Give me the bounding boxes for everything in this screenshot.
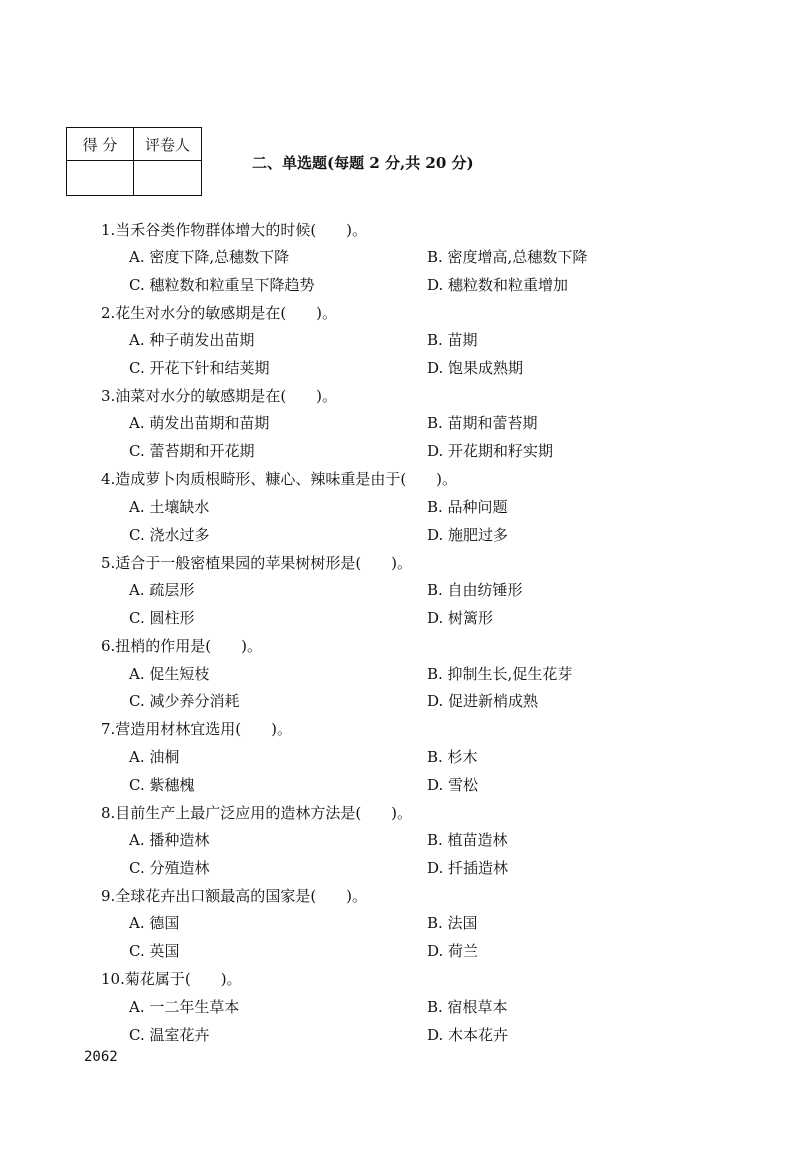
option-a: A. 油桐	[129, 748, 180, 766]
option-d: D. 木本花卉	[427, 1026, 509, 1044]
question-stem: 8.目前生产上最广泛应用的造林方法是( )。	[101, 804, 413, 822]
option-c: C. 圆柱形	[129, 609, 195, 627]
section-title: 二、单选题(每题 2 分,共 20 分)	[252, 154, 474, 172]
option-c: C. 英国	[129, 942, 180, 960]
option-b: B. 杉木	[427, 748, 478, 766]
option-d: D. 促进新梢成熟	[427, 692, 539, 710]
question-stem: 3.油菜对水分的敏感期是在( )。	[101, 387, 338, 405]
option-a: A. 德国	[129, 914, 180, 932]
option-b: B. 宿根草本	[427, 998, 508, 1016]
option-a: A. 促生短枝	[129, 665, 210, 683]
option-d: D. 施肥过多	[427, 526, 509, 544]
question-stem: 9.全球花卉出口额最高的国家是( )。	[101, 887, 368, 905]
option-d: D. 扦插造林	[427, 859, 509, 877]
option-c: C. 分殖造林	[129, 859, 210, 877]
question-stem: 4.造成萝卜肉质根畸形、糠心、辣味重是由于( )。	[101, 470, 458, 488]
option-b: B. 密度增高,总穗数下降	[427, 248, 588, 266]
option-b: B. 自由纺锤形	[427, 581, 523, 599]
option-b: B. 法国	[427, 914, 478, 932]
option-b: B. 品种问题	[427, 498, 508, 516]
score-label: 得 分	[67, 128, 134, 161]
option-c: C. 开花下针和结荚期	[129, 359, 270, 377]
page-number: 2062	[84, 1049, 118, 1065]
option-a: A. 播种造林	[129, 831, 210, 849]
option-a: A. 密度下降,总穗数下降	[129, 248, 290, 266]
option-d: D. 开花期和籽实期	[427, 442, 554, 460]
option-d: D. 树篱形	[427, 609, 494, 627]
option-c: C. 温室花卉	[129, 1026, 210, 1044]
option-a: A. 疏层形	[129, 581, 195, 599]
grader-cell	[134, 161, 202, 196]
score-table	[66, 127, 202, 196]
option-d: D. 穗粒数和粒重增加	[427, 276, 569, 294]
question-stem: 5.适合于一般密植果园的苹果树树形是( )。	[101, 554, 413, 572]
option-a: A. 萌发出苗期和苗期	[129, 414, 270, 432]
option-a: A. 种子萌发出苗期	[129, 331, 255, 349]
question-stem: 2.花生对水分的敏感期是在( )。	[101, 304, 338, 322]
option-d: D. 荷兰	[427, 942, 479, 960]
question-stem: 6.扭梢的作用是( )。	[101, 637, 263, 655]
option-c: C. 减少养分消耗	[129, 692, 240, 710]
question-stem: 10.菊花属于( )。	[101, 970, 242, 988]
question-stem: 7.营造用材林宜选用( )。	[101, 720, 293, 738]
option-c: C. 蕾苔期和开花期	[129, 442, 255, 460]
option-a: A. 土壤缺水	[129, 498, 210, 516]
option-b: B. 苗期和蕾苔期	[427, 414, 538, 432]
option-d: D. 雪松	[427, 776, 479, 794]
score-cell	[67, 161, 134, 196]
question-stem: 1.当禾谷类作物群体增大的时候( )。	[101, 221, 368, 239]
option-a: A. 一二年生草本	[129, 998, 240, 1016]
option-b: B. 抑制生长,促生花芽	[427, 665, 573, 683]
option-c: C. 穗粒数和粒重呈下降趋势	[129, 276, 315, 294]
option-c: C. 紫穗槐	[129, 776, 195, 794]
grader-label: 评卷人	[134, 128, 202, 161]
option-c: C. 浇水过多	[129, 526, 210, 544]
option-b: B. 苗期	[427, 331, 478, 349]
option-d: D. 饱果成熟期	[427, 359, 524, 377]
option-b: B. 植苗造林	[427, 831, 508, 849]
